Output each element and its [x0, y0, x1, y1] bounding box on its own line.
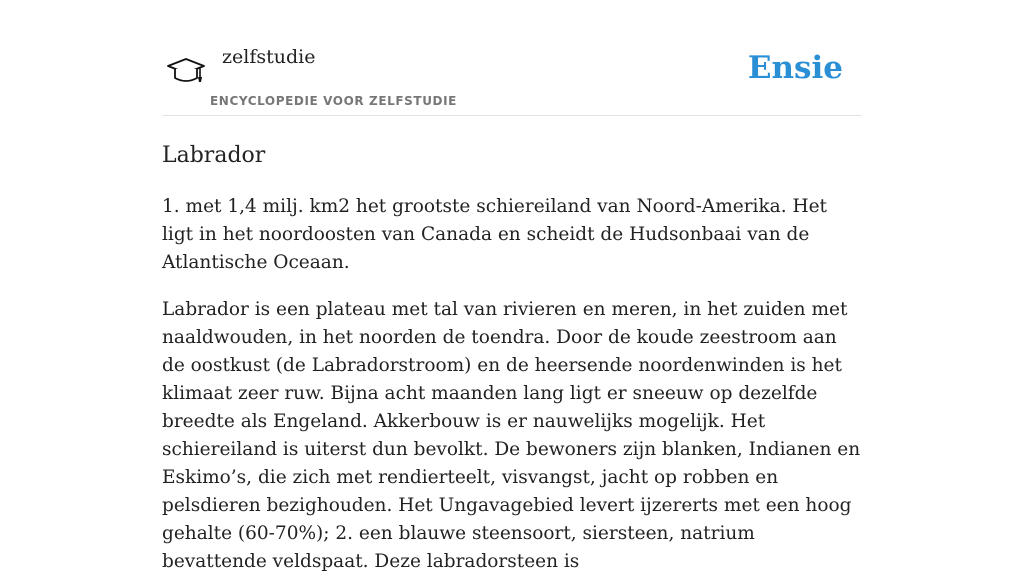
article-paragraph-2: Labrador is een plateau met tal van rivieren en meren, in het zuiden met naaldwouden, in het noorden de toendra. Door de koude zeestroom aan de oostkust (de Labradorstroom) en de heersende noordenwinden is het klimaat zeer ruw. Bijna acht maanden lang ligt er sneeuw op dezelfde breedte als Engeland. Akkerbouw is er nauwelijks mogelijk. Het schiereiland is uiterst dun bevolkt. De bewoners zijn blanken, Indianen en Eskimo’s, die zich met rendierteelt, visvangst, jacht op robben en pelsdieren bezighouden. Het Ungavagebied levert ijzererts met een hoog gehalte (60-70%); 2. een blauwe steensoort, siersteen, natrium bevattende veldspaat. Deze labradorsteen is [162, 299, 861, 572]
ensie-logo-link[interactable]: Ensie [747, 50, 843, 86]
site-header [162, 0, 862, 116]
graduation-cap-icon[interactable] [166, 52, 206, 92]
article-paragraph-1: 1. met 1,4 milj. km2 het grootste schiereiland van Noord-Amerika. Het ligt in het noordoosten van Canada en scheidt de Hudsonbaai van de Atlantische Oceaan. [162, 196, 827, 273]
article-title: Labrador [162, 143, 266, 168]
site-name[interactable]: zelfstudie [222, 46, 316, 68]
site-tagline: ENCYCLOPEDIE VOOR ZELFSTUDIE [210, 94, 457, 108]
page [162, 0, 862, 576]
